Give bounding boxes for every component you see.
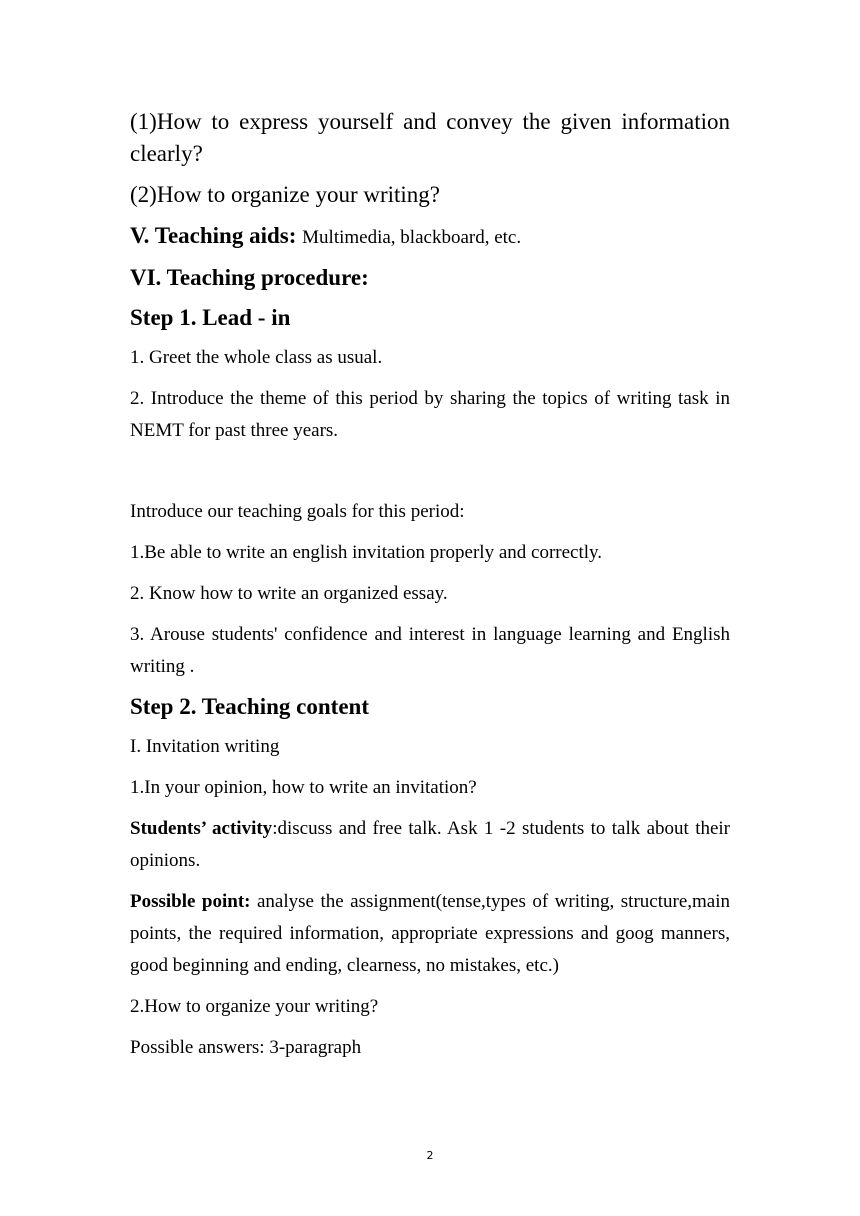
question-2-text: How to organize your writing? [156,182,441,207]
step-1-heading: Step 1. Lead - in [130,305,291,330]
goal-2: 2. Know how to write an organized essay. [130,583,448,604]
teaching-aids [130,220,730,254]
question-1 [130,106,730,170]
students-activity-label: Students’ activity [130,818,273,839]
section-invitation-writing: I. Invitation writing [130,736,280,757]
possible-point-label: Possible point: [130,891,251,912]
step-1-item-2: 2. Introduce the theme of this period by sharing the topics of writing task in NEMT for past three years. [130,388,730,441]
possible-point-text: analyse the assignment(tense,types of writing, structure,main points, the required information, appropriate expressions and goog manners, good beginning and ending, clearness, no mistakes, etc.) [130,891,730,976]
question-2-number: (2) [130,182,157,207]
page-number: 2 [426,1149,434,1162]
question-invitation: 1.In your opinion, how to write an invitation? [130,777,477,798]
teaching-procedure-heading: VI. Teaching procedure: [130,265,369,290]
goal-1: 1.Be able to write an english invitation properly and correctly. [130,542,603,563]
possible-answers: Possible answers: 3-paragraph [130,1037,362,1058]
step-1-item-1: 1. Greet the whole class as usual. [130,347,383,368]
question-1-number: (1) [130,109,157,134]
students-activity [130,813,730,877]
document-body [130,106,730,1064]
teaching-aids-heading: V. Teaching aids: [130,223,297,248]
question-organize: 2.How to organize your writing? [130,996,379,1017]
goals-intro: Introduce our teaching goals for this period: [130,501,465,522]
question-2 [130,179,730,211]
goal-3: 3. Arouse students' confidence and interest in language learning and English writing . [130,624,730,677]
question-1-text: How to express yourself and convey the given information clearly? [130,109,730,166]
possible-point [130,886,730,982]
teaching-aids-value: Multimedia, blackboard, etc. [302,227,522,248]
step-2-heading: Step 2. Teaching content [130,694,369,719]
students-activity-text: :discuss and free talk. Ask 1 -2 students to talk about their opinions. [130,818,731,871]
